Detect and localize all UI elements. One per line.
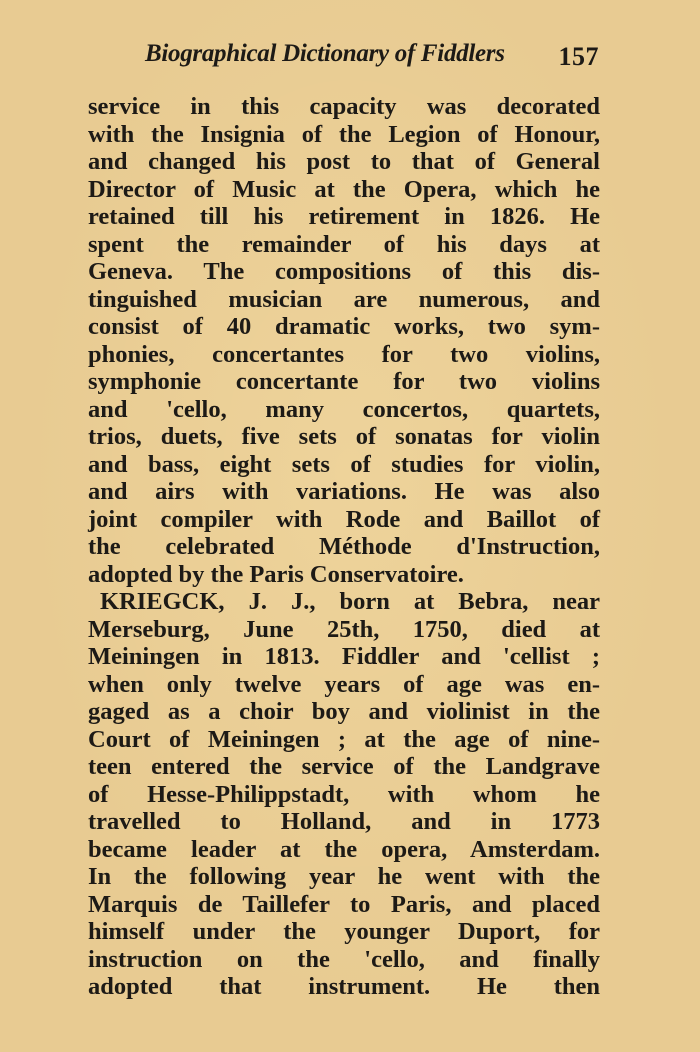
text-line: Meiningen in 1813. Fiddler and 'cellist ; (88, 643, 600, 670)
text-line: and changed his post to that of General (88, 148, 600, 175)
text-line: Director of Music at the Opera, which he (88, 175, 600, 203)
text-line: with the Insignia of the Legion of Honour, (88, 120, 600, 148)
text-line: consist of 40 dramatic works, two sym- (88, 313, 600, 340)
page-number: 157 (558, 42, 599, 71)
text-line: when only twelve years of age was en- (88, 670, 600, 698)
text-line: Merseburg, June 25th, 1750, died at (88, 615, 600, 643)
text-line: tinguished musician are numerous, and (88, 285, 600, 313)
text-line: spent the remainder of his days at (88, 230, 600, 258)
text-line: Geneva. The compositions of this dis- (88, 258, 600, 285)
text-line: and 'cello, many concertos, quartets, (88, 395, 600, 423)
text-line: In the following year he went with the (88, 863, 600, 890)
text-line: himself under the younger Duport, for (88, 918, 600, 945)
text-line: adopted that instrument. He then (88, 973, 600, 1000)
text-line: gaged as a choir boy and violinist in the (88, 698, 600, 725)
text-line: phonies, concertantes for two violins, (88, 340, 600, 368)
text-line: became leader at the opera, Amsterdam. (88, 835, 600, 863)
text-line: Marquis de Taillefer to Paris, and placed (88, 890, 600, 918)
text-line: instruction on the 'cello, and finally (88, 945, 600, 973)
text-line: trios, duets, five sets of sonatas for violin (88, 423, 600, 450)
text-line: teen entered the service of the Landgrave (88, 753, 600, 780)
text-line: the celebrated Méthode d'Instruction, (88, 533, 600, 560)
entry-heading-line: KRIEGCK, J. J., born at Bebra, near (100, 588, 600, 615)
text-line: symphonie concertante for two violins (88, 368, 600, 395)
text-line: joint compiler with Rode and Baillot of (88, 505, 600, 533)
text-line: of Hesse-Philippstadt, with whom he (88, 780, 600, 808)
body-text (88, 93, 600, 1001)
text-line: service in this capacity was decorated (88, 93, 600, 120)
text-line: adopted by the Paris Conservatoire. (88, 560, 464, 588)
text-line: and bass, eight sets of studies for violin, (88, 450, 600, 478)
running-head (88, 38, 603, 78)
text-line: travelled to Holland, and in 1773 (88, 808, 600, 835)
text-line: and airs with variations. He was also (88, 478, 600, 505)
text-line: retained till his retirement in 1826. He (88, 203, 600, 230)
running-head-title: Biographical Dictionary of Fiddlers (145, 40, 505, 67)
text-line: Court of Meiningen ; at the age of nine- (88, 725, 600, 753)
